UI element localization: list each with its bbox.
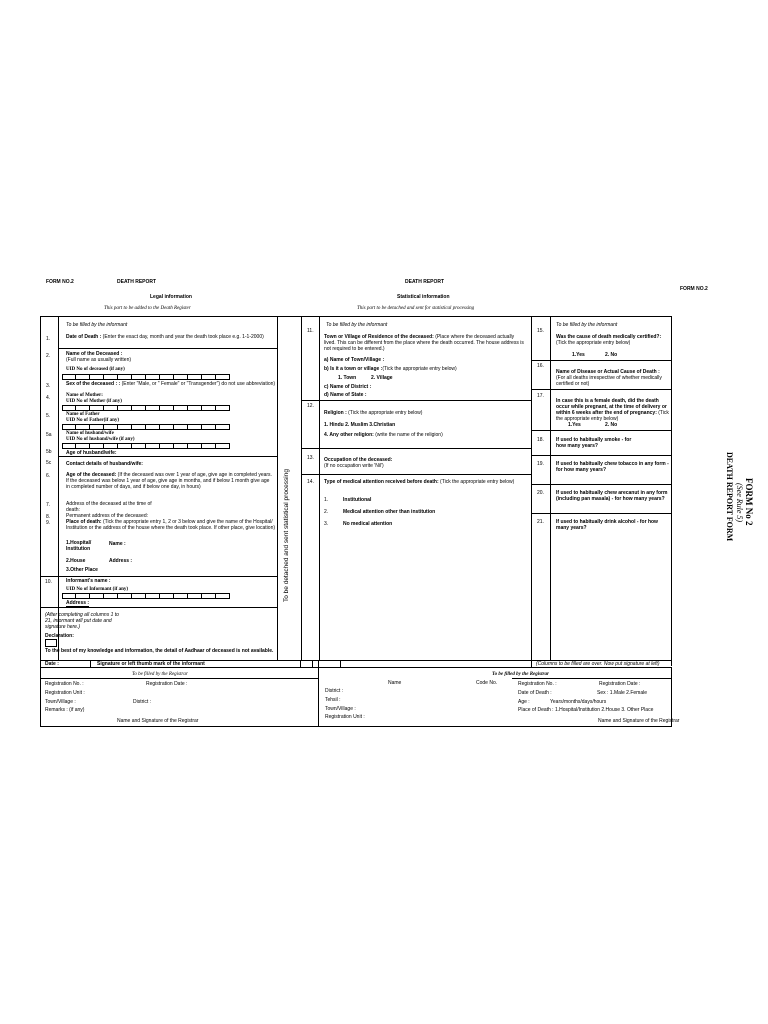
q13-text: (If no occupation write 'Nil') bbox=[324, 463, 384, 469]
item-2-label: Name of the Deceased : bbox=[66, 351, 123, 357]
divider bbox=[59, 348, 277, 349]
item-5a-num: 5a bbox=[46, 432, 52, 438]
q13-label: Occupation of the deceased: bbox=[324, 457, 393, 463]
q15-yes[interactable]: 1.Yes bbox=[572, 352, 585, 358]
item-5b-label: Age of husband/wife: bbox=[66, 450, 117, 456]
detach-text: To be detached and sent statistical processing bbox=[283, 469, 290, 602]
informant-name-label: Informant's name : bbox=[66, 578, 111, 584]
side-title: DEATH REPORT FORM bbox=[725, 452, 734, 542]
r-age-label: Age : bbox=[518, 699, 530, 705]
q11-num: 11. bbox=[307, 328, 314, 334]
q19: If used to habitually chew tobacco in any form - for how many years? bbox=[556, 461, 669, 473]
divider bbox=[40, 576, 277, 577]
item-6-num: 6. bbox=[46, 473, 51, 479]
item-5-label: Name of Father bbox=[66, 412, 100, 417]
uid-deceased-label: UID No of deceased (if any) bbox=[66, 367, 125, 372]
mid-district-label: District : bbox=[325, 688, 344, 694]
item-5c-num: 5c bbox=[46, 460, 52, 466]
divider bbox=[302, 400, 531, 401]
reg-mid-border bbox=[318, 667, 319, 727]
hospital-name-label: Name : bbox=[109, 541, 126, 547]
divider bbox=[532, 484, 671, 485]
q13-num: 13. bbox=[307, 455, 314, 461]
legal-filled-by: To be filled by the informant bbox=[66, 322, 128, 328]
r-place-label: Place of Death : 1.Hospital/Institution 2.House 3. Other Place bbox=[518, 707, 654, 713]
att2-num: 2. bbox=[324, 509, 329, 515]
divider bbox=[532, 430, 671, 431]
att3-num: 3. bbox=[324, 521, 329, 527]
after-completing-note: (After completing all columns 1 to 21, informant will put date and signature here.) bbox=[45, 612, 119, 630]
uid-mother-label: UID No of Mother (if any) bbox=[66, 399, 122, 404]
item-5c-label: Contact details of husband/wife: bbox=[66, 461, 143, 467]
item-10-num: 10. bbox=[45, 579, 52, 585]
other-religion: 4. Any other religion: (write the name of the religion) bbox=[324, 432, 443, 438]
informant-signature-label: Signature or left thumb mark of the informant bbox=[97, 661, 205, 667]
r-age-units: Years/months/days/hours bbox=[550, 699, 607, 705]
registrar-signature-left: Name and Signature of the Registrar bbox=[117, 718, 199, 724]
att1-option[interactable]: Institutional bbox=[343, 497, 372, 503]
hospital-option[interactable]: 1.Hospital/ Institution bbox=[66, 540, 92, 552]
att2-option[interactable]: Medical attention other than institution bbox=[343, 509, 436, 515]
detach-strip-border bbox=[301, 316, 302, 660]
religion-options[interactable]: 1. Hindu 2. Muslim 3.Christian bbox=[324, 422, 396, 428]
q15-num: 15. bbox=[537, 328, 544, 334]
q19-num: 19. bbox=[537, 461, 544, 467]
q11c: c) Name of District : bbox=[324, 384, 372, 390]
item-5-num: 5. bbox=[46, 413, 51, 419]
mid-num-col bbox=[319, 316, 320, 660]
divider bbox=[302, 448, 531, 449]
uid-spouse-label: UID No of husband/wife (if any) bbox=[66, 437, 135, 442]
r-sex-label: Sex : 1.Male 2.Female bbox=[597, 690, 648, 696]
reg-right-heading: To be filled by the Registrar bbox=[492, 672, 549, 677]
legal-right-border bbox=[277, 316, 278, 660]
reg-left-heading: To be filled by the Registrar bbox=[132, 672, 188, 677]
r-reg-no-label: Registration No. : bbox=[518, 681, 557, 687]
item-9-num: 9. bbox=[46, 520, 51, 526]
q18-num: 18. bbox=[537, 437, 544, 443]
house-address-label: Address : bbox=[109, 558, 133, 564]
q12: Religion : (Tick the appropriate entry below) bbox=[324, 410, 423, 416]
q18: If used to habitually smoke - for how many years? bbox=[556, 437, 632, 449]
reg-code-label: Code No. bbox=[476, 680, 498, 686]
mid-filled-by: To be filled by the informant bbox=[326, 322, 388, 328]
town-option[interactable]: 1. Town bbox=[338, 375, 357, 381]
uid-deceased-boxes[interactable] bbox=[62, 374, 230, 380]
divider bbox=[532, 455, 671, 456]
q17: In case this is a female death, did the death occur while pregnant, at the time of delivery or within 6 weeks after the end of pregnancy: (Tick the appropriate entry below) bbox=[556, 398, 669, 422]
divider bbox=[302, 474, 531, 475]
q11d: d) Name of State : bbox=[324, 392, 367, 398]
item-1: Date of Death : (Enter the exact day, month and year the death took place e.g. 1-1-2000) bbox=[66, 334, 264, 340]
q11b: b) Is it a town or village :(Tick the appropriate entry below) bbox=[324, 366, 457, 372]
right-filled-by: To be filled by the informant bbox=[556, 322, 618, 328]
registrar-signature-right: Name and Signature of the Registrar bbox=[598, 718, 680, 724]
item-3-num: 3. bbox=[46, 383, 51, 389]
form-no-left: FORM NO.2 bbox=[46, 279, 74, 285]
mid-right-border bbox=[531, 316, 532, 660]
q21: If used to habitually drink alcohol - for how many years? bbox=[556, 519, 658, 531]
q17-yes[interactable]: 1.Yes bbox=[568, 422, 581, 428]
frame-top bbox=[40, 316, 671, 317]
side-see-rule: (See Rule 5) bbox=[735, 483, 744, 523]
statistical-note: This part to be detached and sent for statistical processing bbox=[357, 306, 475, 311]
item-9: Place of death: (Tick the appropriate entry 1, 2 or 3 below and give the name of the Hospital/ Institution or the address of the house where the death took place. If other place, give location) bbox=[66, 519, 276, 531]
item-8-num: 8. bbox=[46, 514, 51, 520]
frame-right bbox=[671, 316, 672, 666]
item-2-num: 2. bbox=[46, 353, 51, 359]
q11: Town or Village of Residence of the deceased: (Place where the deceased actually lived. This can be different from the place where the death occurred. The house address is not required to be entered.) bbox=[324, 334, 524, 352]
reg-unit-label: Registration Unit : bbox=[45, 690, 85, 696]
q20: If used to habitually chew arecanut in any form (including pan masala) - for how many years? bbox=[556, 490, 668, 502]
other-place-option[interactable]: 3.Other Place bbox=[66, 567, 98, 573]
att3-option[interactable]: No medical attention bbox=[343, 521, 393, 527]
q20-num: 20. bbox=[537, 490, 544, 496]
declaration-text: To the best of my knowledge and information, the detail of Aadhaar of deceased is not available. bbox=[45, 648, 274, 654]
item-2-text: (Full name as usually written) bbox=[66, 357, 132, 363]
death-report-mid: DEATH REPORT bbox=[405, 279, 445, 285]
item-8: Permanent address of the deceased: bbox=[66, 513, 148, 519]
strip-bottom bbox=[40, 667, 671, 668]
mid-unit-label: Registration Unit : bbox=[325, 714, 365, 720]
divider bbox=[532, 513, 671, 514]
item-4-label: Name of Mother: bbox=[66, 393, 103, 398]
columns-over-note: (Columns to be filled are over. Now put signature at left) bbox=[536, 661, 660, 667]
reg-no-label: Registration No. : bbox=[45, 681, 84, 687]
q16-num: 16. bbox=[537, 363, 544, 369]
item-6: Age of the deceased: (If the deceased was over 1 year of age, give age in completed years. If the deceased was below 1 year of age, give age in months, and if below 1 month give age in completed number of days, and if below one day, in hours) bbox=[66, 472, 272, 490]
divider bbox=[40, 607, 277, 608]
district-label: District : bbox=[133, 699, 152, 705]
divider bbox=[532, 389, 671, 390]
date-label: Date : bbox=[45, 661, 59, 667]
mid-town-label: Town/Village : bbox=[325, 706, 356, 712]
legal-note: This part to be added to the Death Register bbox=[104, 306, 191, 311]
q15: Was the cause of death medically certified?: (Tick the appropriate entry below) bbox=[556, 334, 662, 346]
item-4-num: 4. bbox=[46, 395, 51, 401]
uid-informant-label: UID No of Informant (if any) bbox=[66, 587, 129, 592]
legal-num-col bbox=[58, 316, 59, 660]
uid-spouse-boxes[interactable] bbox=[62, 443, 230, 449]
item-3: Sex of the deceased : : (Enter "Male, or " Female" or "Transgender") do not use abbreviation) bbox=[66, 381, 276, 387]
q11a: a) Name of Town/Village : bbox=[324, 357, 385, 363]
strip-sep bbox=[90, 660, 91, 667]
legal-information-heading: Legal information bbox=[150, 294, 192, 300]
item-1-num: 1. bbox=[46, 336, 51, 342]
item-7: Address of the deceased at the time of death: bbox=[66, 501, 152, 513]
q12-num: 12. bbox=[307, 403, 314, 409]
item-5a-label: Name of husband/wife bbox=[66, 431, 114, 436]
q17-num: 17. bbox=[537, 393, 544, 399]
declaration-checkbox[interactable] bbox=[45, 639, 57, 647]
uid-mother-boxes[interactable] bbox=[62, 405, 230, 411]
item-5b-num: 5b bbox=[46, 449, 52, 455]
divider bbox=[532, 360, 671, 361]
uid-father-label: UID No of Father(if any) bbox=[66, 418, 120, 423]
uid-father-boxes[interactable] bbox=[62, 424, 230, 430]
strip-sep bbox=[340, 660, 341, 667]
item-7-num: 7. bbox=[46, 502, 51, 508]
statistical-information-heading: Statistical information bbox=[397, 294, 450, 300]
strip-sep bbox=[531, 660, 532, 667]
mid-tehsil-label: Tehsil : bbox=[325, 697, 341, 703]
remarks-label: Remarks : (if any) bbox=[45, 707, 85, 713]
r-date-death-label: Date of Death : bbox=[518, 690, 552, 696]
reg-left-border bbox=[40, 667, 41, 727]
divider bbox=[512, 678, 671, 679]
reg-bottom bbox=[40, 726, 671, 727]
informant-address-label: Address : bbox=[66, 600, 90, 606]
village-option[interactable]: 2. Village bbox=[371, 375, 393, 381]
reg-name-label: Name bbox=[388, 680, 402, 686]
q17-no[interactable]: 2. No bbox=[605, 422, 618, 428]
uid-informant-boxes[interactable] bbox=[62, 593, 230, 599]
att1-num: 1. bbox=[324, 497, 329, 503]
strip-sep bbox=[300, 660, 301, 667]
r-reg-date-label: Registration Date : bbox=[599, 681, 641, 687]
strip-sep bbox=[318, 660, 319, 667]
side-form-no: FORM No 2 bbox=[744, 478, 754, 526]
reg-date-label: Registration Date : bbox=[146, 681, 188, 687]
town-village-label: Town/Village : bbox=[45, 699, 76, 705]
death-report-left: DEATH REPORT bbox=[117, 279, 157, 285]
q14: Type of medical attention received before death: (Tick the appropriate entry below) bbox=[324, 479, 515, 485]
q15-no[interactable]: 2. No bbox=[605, 352, 618, 358]
q14-num: 14. bbox=[307, 479, 314, 485]
house-option[interactable]: 2.House bbox=[66, 558, 86, 564]
right-num-col bbox=[550, 316, 551, 660]
form-no-right: FORM NO.2 bbox=[680, 286, 708, 292]
q16: Name of Disease or Actual Cause of Death : (For all deaths irrespective of whether medically certified or not) bbox=[556, 369, 662, 387]
strip-sep bbox=[312, 660, 313, 667]
divider bbox=[40, 678, 318, 679]
frame-left bbox=[40, 316, 41, 726]
divider bbox=[59, 456, 277, 457]
declaration-label: Declaration: bbox=[45, 633, 74, 639]
q21-num: 21. bbox=[537, 519, 544, 525]
